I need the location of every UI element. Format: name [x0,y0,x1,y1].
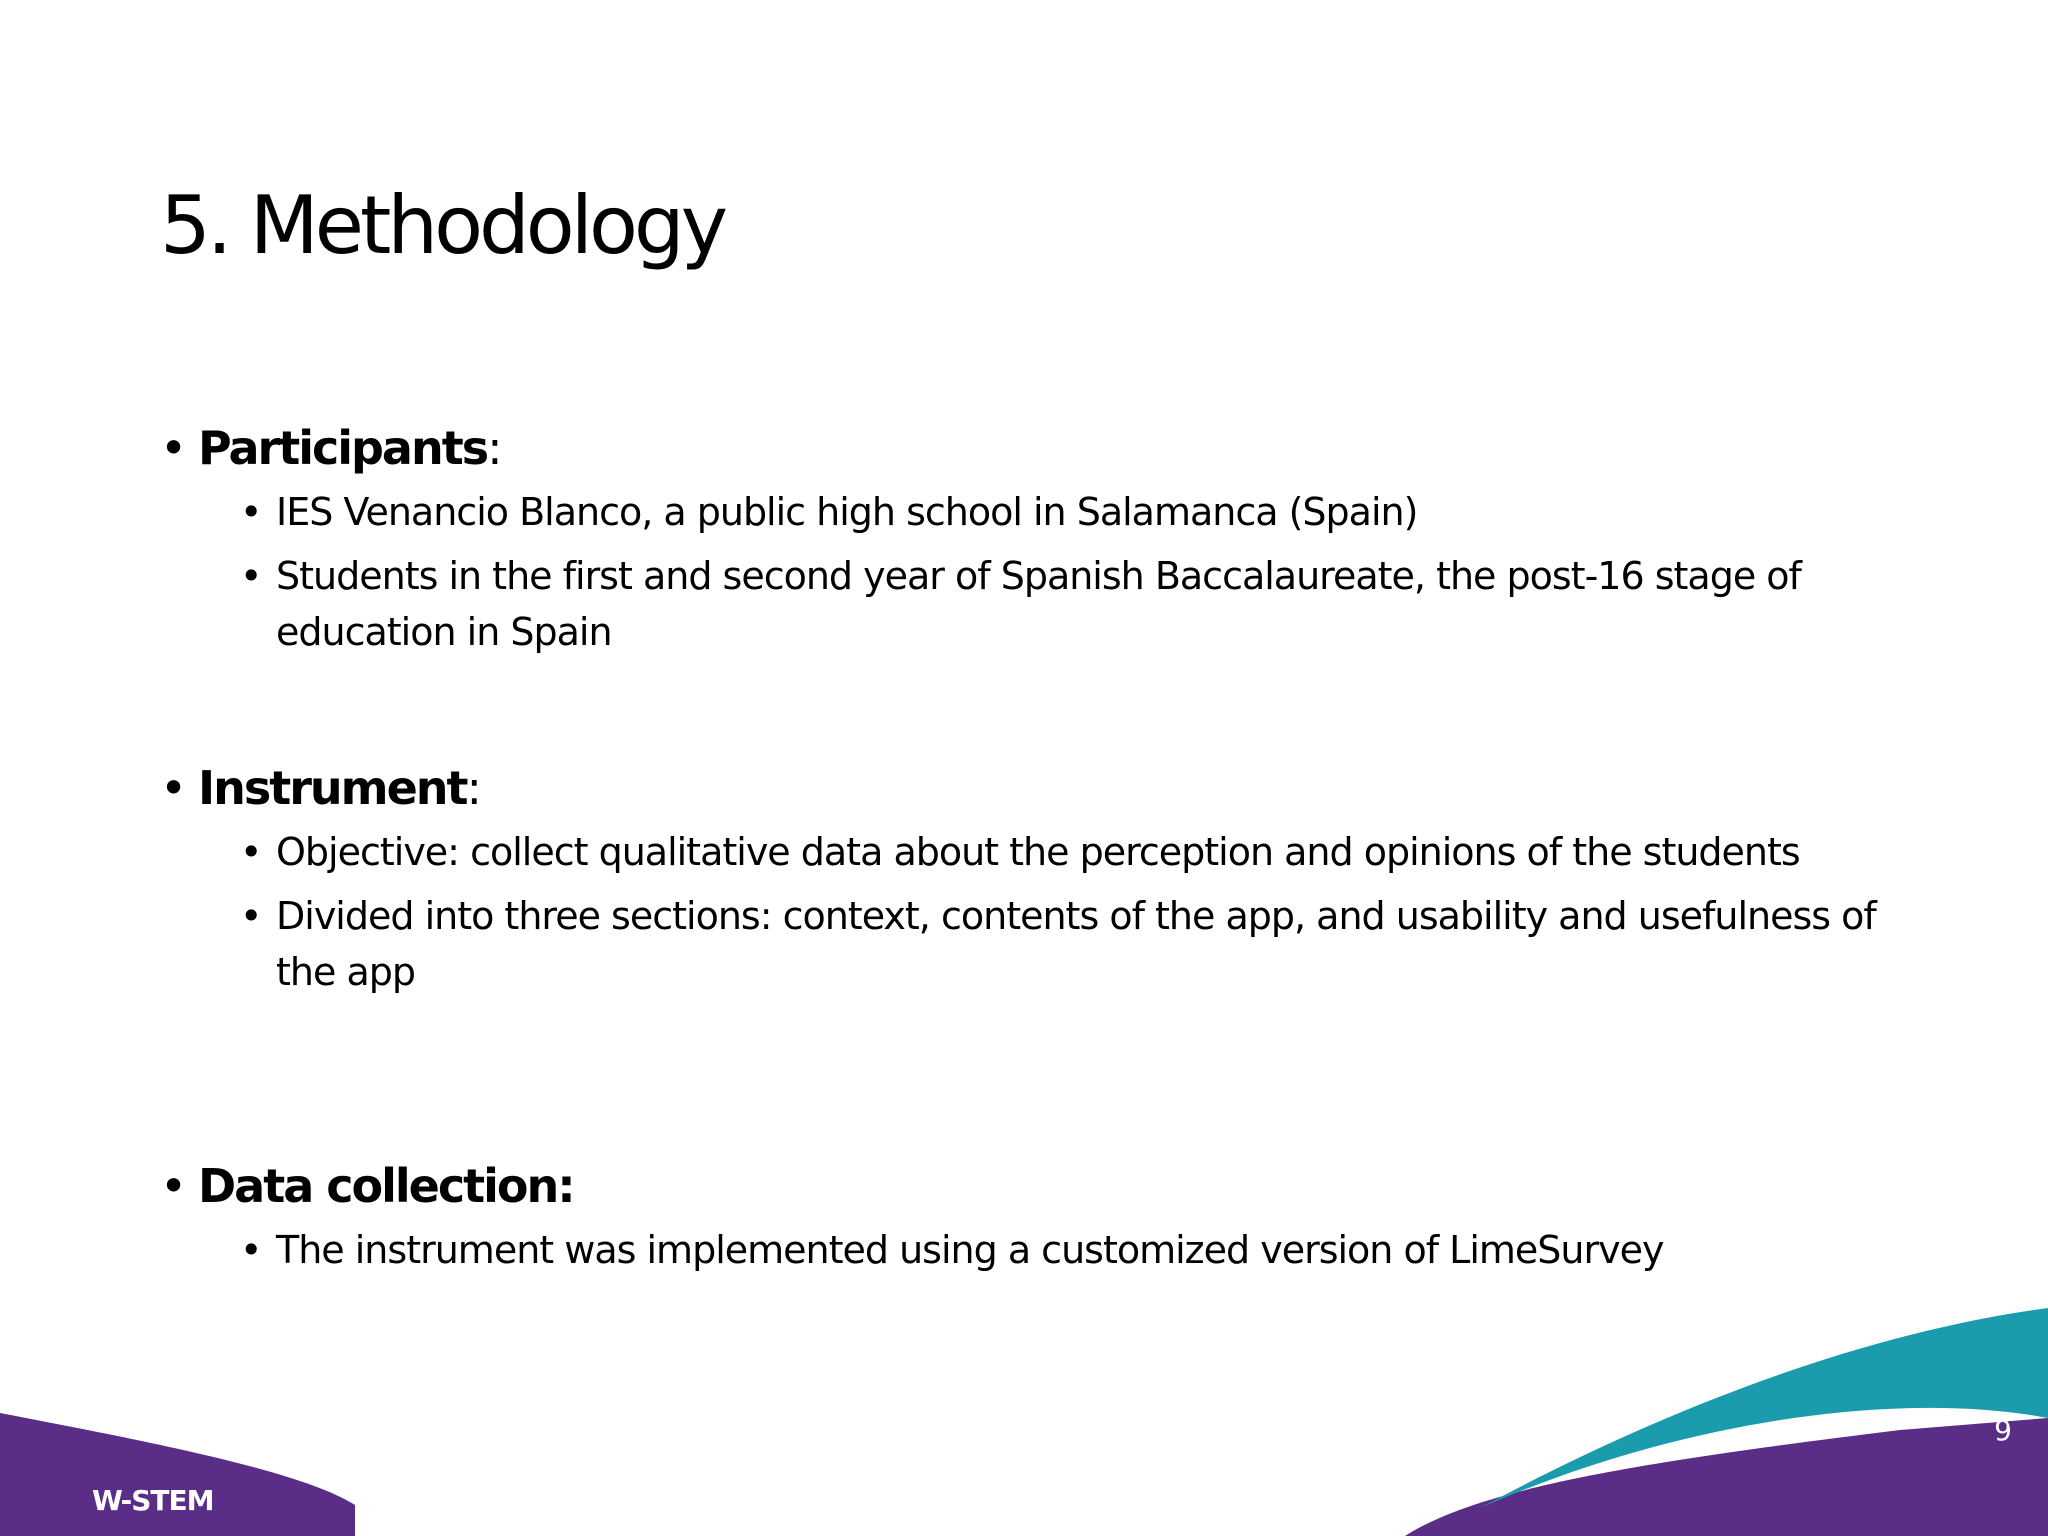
sub-list [160,1222,1880,1278]
bullet-icon: • [240,894,262,938]
heading-colon: : [466,761,481,815]
left-purple-wave [0,1413,355,1536]
bullet-icon: • [240,490,262,534]
bullet-icon: • [240,830,262,874]
section-instrument [160,760,1880,1008]
list-item [160,824,1880,880]
bullet-icon: • [160,1159,186,1213]
list-item-text: IES Venancio Blanco, a public high school in Salamanca (Spain) [276,490,1418,534]
brand-logo-text: W-STEM [92,1484,214,1517]
sub-list [160,484,1880,660]
section-data-collection [160,1158,1880,1286]
bullet-icon: • [240,554,262,598]
list-item-text: Objective: collect qualitative data about the perception and opinions of the students [276,830,1800,874]
section-participants [160,420,1880,668]
heading-text: Instrument [198,761,467,815]
section-heading [160,1158,1880,1214]
list-item-text: Divided into three sections: context, contents of the app, and usability and usefulness of the app [276,894,1876,994]
sub-list [160,824,1880,1000]
heading-text: Participants [198,421,488,475]
bullet-icon: • [240,1228,262,1272]
bullet-icon: • [160,421,186,475]
list-item-text: The instrument was implemented using a customized version of LimeSurvey [276,1228,1664,1272]
list-item-text: Students in the first and second year of Spanish Baccalaureate, the post-16 stage of education in Spain [276,554,1801,654]
list-item [160,548,1880,660]
right-purple-wave [1405,1418,2048,1536]
section-heading [160,420,1880,476]
slide-title: 5. Methodology [160,179,725,272]
list-item [160,484,1880,540]
heading-colon: : [487,421,501,475]
bullet-icon: • [160,761,186,815]
heading-text: Data collection: [198,1159,574,1213]
section-heading [160,760,1880,816]
list-item [160,888,1880,1000]
page-number: 9 [1994,1414,2012,1447]
list-item [160,1222,1880,1278]
